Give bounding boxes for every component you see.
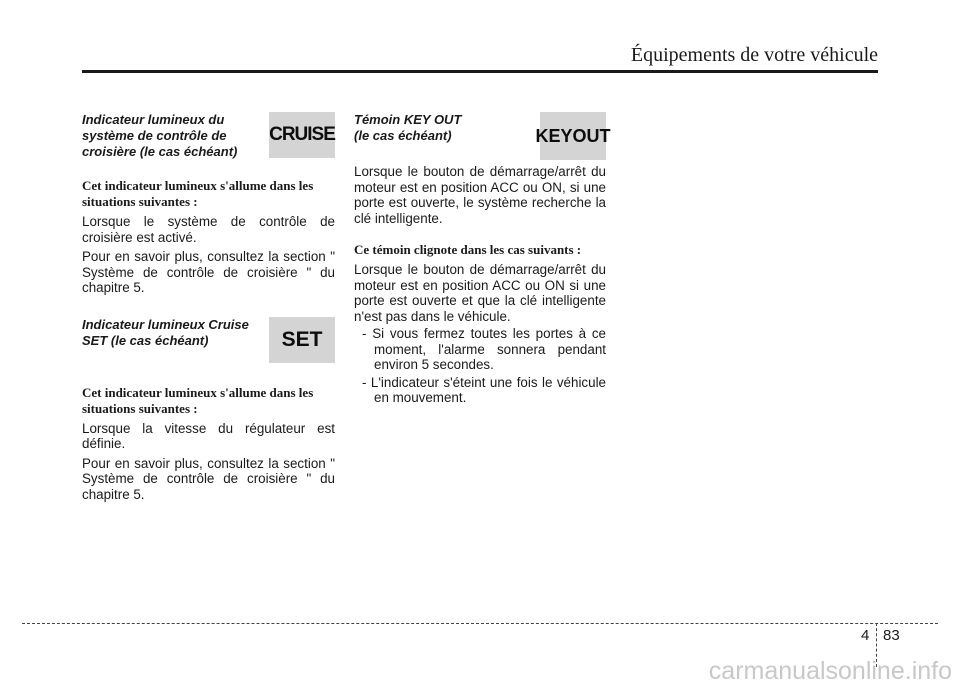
left-column xyxy=(82,112,335,502)
watermark-text: carmanualsonline.info xyxy=(708,657,952,685)
list-item: - L'indicateur s'éteint une fois le véhicule en mouvement. xyxy=(362,374,606,405)
keyout-section xyxy=(354,112,611,406)
keyout-intro: Ce témoin clignote dans les cas suivants : xyxy=(354,242,582,257)
keyout-heading: Témoin KEY OUT (le cas échéant) xyxy=(354,112,462,143)
cruise-section xyxy=(82,112,335,296)
footer-rule xyxy=(22,623,938,624)
cruise-paragraph-1: Lorsque le système de contrôle de croisière est activé. xyxy=(82,214,335,245)
set-paragraph-1: Lorsque la vitesse du régulateur est définie. xyxy=(82,420,335,451)
set-heading: Indicateur lumineux Cruise SET (le cas échéant) xyxy=(82,316,249,348)
page-number: 83 xyxy=(883,627,900,644)
set-intro: Cet indicateur lumineux s'allume dans les situations suivantes : xyxy=(82,384,314,416)
cruise-heading: Indicateur lumineux du système de contrôle de croisière (le cas échéant) xyxy=(82,112,238,159)
keyout-indicator-icon: KEY OUT xyxy=(540,112,606,160)
chapter-number: 4 xyxy=(861,627,870,644)
keyout-bullet-list xyxy=(354,326,606,406)
cruise-intro: Cet indicateur lumineux s'allume dans les situations suivantes : xyxy=(82,178,314,209)
set-indicator-icon: SET xyxy=(269,317,335,363)
header-rule xyxy=(82,70,878,73)
cruise-paragraph-2: Pour en savoir plus, consultez la section " Système de contrôle de croisière " du chapitre 5. xyxy=(82,249,335,295)
header-title: Équipements de votre véhicule xyxy=(630,44,878,66)
set-paragraph-2: Pour en savoir plus, consultez la section " Système de contrôle de croisière " du chapitre 5. xyxy=(82,455,335,502)
list-item: - Si vous fermez toutes les portes à ce moment, l'alarme sonnera pendant environ 5 secondes. xyxy=(362,326,606,372)
keyout-paragraph-2: Lorsque le bouton de démarrage/arrêt du moteur est en position ACC ou ON si une porte est ouverte et que la clé intelligente n'est pas dans le véhicule. xyxy=(354,262,606,324)
cruise-indicator-icon: CRUISE xyxy=(269,112,335,158)
keyout-paragraph-1: Lorsque le bouton de démarrage/arrêt du moteur est en position ACC ou ON, si une porte est ouverte, le système recherche la clé intelligente. xyxy=(354,164,606,226)
right-column xyxy=(354,112,611,408)
set-section xyxy=(82,317,335,503)
